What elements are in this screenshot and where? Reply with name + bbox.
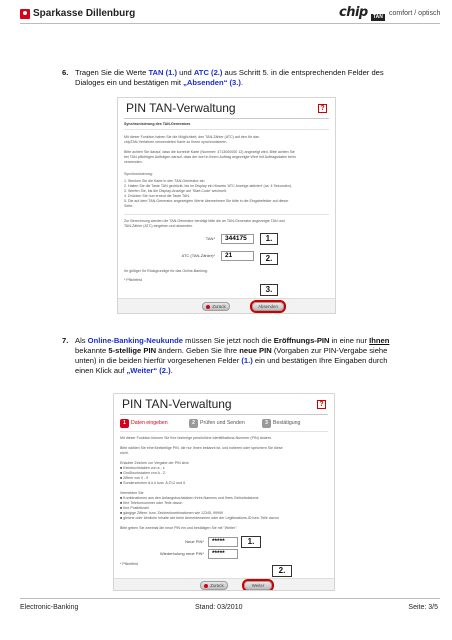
back-button[interactable] — [202, 302, 230, 311]
neukunde-ref: Online-Banking-Neukunde — [87, 336, 184, 345]
new-pin-input[interactable]: ***** — [208, 537, 238, 547]
step-text-part: Tragen Sie die Werte — [75, 68, 149, 77]
chip-tan-badge: TAN — [373, 14, 383, 20]
step-number: 7. — [62, 336, 69, 345]
intro-line: nicht. — [120, 451, 129, 455]
page-header — [20, 5, 440, 23]
step-text-part: und — [177, 68, 194, 77]
back-button[interactable] — [200, 581, 228, 590]
footer-page: Seite: 3/5 — [408, 604, 438, 611]
form-note: TAN-Zähler (ATC) eingeben und absenden. — [124, 224, 194, 228]
step-text — [75, 336, 389, 376]
atc-ref: ATC (2.) — [193, 68, 223, 77]
section-title: Synchronisierung des TAN-Generators — [124, 122, 191, 126]
callout-1: 1. — [241, 536, 261, 548]
step-text-part: Als — [75, 336, 88, 345]
step-text-part: bekannte — [75, 346, 109, 355]
wizard-step-label: Bestätigung — [273, 420, 301, 426]
step-text-part: unten) in die beiden hierfür vorgesehenen Felder — [75, 356, 242, 365]
intro-line: ■ gleiche oder ähnliche Inhalte wie beim Anmeldenamen oder der Legitimations-ID bzw. Teile davon — [120, 516, 279, 520]
back-button-label: Zurück — [212, 304, 226, 309]
footer-date: Stand: 03/2010 — [195, 604, 243, 611]
callout-1: 1. — [260, 233, 278, 245]
eroeffnungs-pin-ref: Eröffnungs-PIN — [273, 336, 330, 345]
step-text-part: Dialoges ein und bestätigen mit — [75, 78, 184, 87]
intro-line: ■ Kleinbuchstaben von a - z — [120, 466, 165, 470]
new-pin-ref: neue PIN — [239, 346, 272, 355]
wizard-step-number: 2 — [189, 419, 198, 428]
intro-line: ■ Sonderzeichen ä,ö,ü bzw. Ä,Ö,Ü und ß — [120, 481, 186, 485]
arrow-left-icon — [204, 584, 208, 588]
intro-line: chipTAN-Verfahren verwendeten Karte zu Ihnen synchronisieren. — [124, 140, 228, 144]
intro-line: Vermeiden Sie: — [120, 491, 145, 495]
atc-input[interactable]: 21 — [221, 251, 254, 261]
title-divider — [124, 118, 329, 119]
tan-input[interactable]: 344175 — [221, 234, 254, 244]
send-button[interactable] — [252, 302, 284, 311]
step-text-part: ein und bestätigen Ihre Eingaben durch — [252, 356, 388, 365]
required-note: * Pflichtfeld — [124, 278, 142, 282]
step-text-part: . — [240, 78, 244, 87]
intro-line: ■ Ziffern von 0 - 9 — [120, 476, 149, 480]
screenshot-title: PIN TAN-Verwaltung — [126, 101, 236, 115]
sync-step: 3. Werfen Sie, bis die Display-Anzeige auf 'Start-Code' wechselt. — [124, 189, 227, 193]
next-button-label: Weiter — [251, 583, 265, 588]
intro-line: ■ Großbuchstaben von A - Z — [120, 471, 166, 475]
screenshot-pin-change — [113, 393, 335, 591]
intro-line: bei TAN-pflichtigen Aufträgen darauf, dass der dort in Ihrem Auftrag angezeigte Wert mit Auftragsdaten beim — [124, 155, 296, 159]
callout-2: 2. — [272, 565, 292, 577]
title-divider — [120, 414, 328, 415]
wizard-step-label: Prüfen und Senden — [200, 420, 245, 426]
intro-line: Bitte achten Sie darauf, dass die korrekte Karte (Nummer: 4713000000 12) angezeigt wird. Bitte achten Sie — [124, 150, 295, 154]
header-slogan: comfort / optisch — [389, 10, 441, 17]
next-button[interactable] — [244, 581, 272, 590]
new-pin-label: Neue PIN* — [185, 539, 204, 544]
wizard-step-3 — [262, 419, 300, 428]
footer-left: Electronic-Banking — [20, 604, 79, 611]
intro-line: ■ Ihre Postleitzahl — [120, 506, 149, 510]
absenden-ref: „Absenden“ (3.) — [183, 78, 241, 87]
step-text-part: . — [170, 366, 173, 375]
step-text-part: ändern. Geben Sie Ihre — [156, 346, 240, 355]
wizard-step-number: 3 — [262, 419, 271, 428]
chip-logo: chip — [339, 5, 368, 20]
form-note: Zur Berechnung werden die TAN-Generator benötigt bitte die an TAN-Generator angezeigte TAN und — [124, 219, 285, 223]
wizard-divider — [120, 431, 328, 432]
callout-3: 3. — [260, 284, 278, 296]
step-text-part: aus Schritt 5. in die entsprechenden Felder des — [222, 68, 384, 77]
intro-line: Mit dieser Funktion können Sie Ihre bisherige persönliche Identifikations-Nummer (PIN) ändern. — [120, 436, 273, 440]
back-button-label: Zurück — [210, 583, 224, 588]
form-divider — [124, 214, 329, 215]
step-6-instruction — [62, 68, 442, 90]
send-button-label: Absenden — [258, 304, 278, 309]
step-text-part: (Vorgaben zur PIN-Vergabe siehe — [271, 346, 388, 355]
help-icon[interactable]: ? — [318, 104, 327, 113]
sync-step: 2. Halten Sie die Taste TAN gedrückt, bis im Display ein Hinweis 'ATC Anzeige aktiviert' (ca. 4 Sekunden). — [124, 184, 292, 188]
tan-ref: TAN (1.) — [148, 68, 177, 77]
sync-step: Seite. — [124, 204, 134, 208]
fields-ref: (1.) — [241, 356, 253, 365]
required-note: * Pflichtfeld — [120, 562, 138, 566]
step-text — [75, 68, 384, 88]
step-number: 6. — [62, 68, 69, 77]
sync-heading: Synchronisierung: — [124, 172, 153, 176]
header-divider — [20, 23, 440, 24]
wizard-step-1 — [120, 419, 168, 428]
step-text-part: in eine nur — [329, 336, 370, 345]
wizard-step-number: 1 — [120, 419, 129, 428]
intro-line: ■ Kombinationen aus den Anfangsbuchstaben Ihres Namens und Ihres Geburtsdatums — [120, 496, 259, 500]
screenshot-title: PIN TAN-Verwaltung — [122, 397, 232, 411]
step-text-part: müssen Sie jetzt noch die — [183, 336, 274, 345]
intro-line: Bitte geben Sie zweimal die neue PIN ein und bestätigen Sie mit "Weiter". — [120, 526, 238, 530]
wizard-step-label: Daten eingeben — [131, 420, 168, 426]
step-7-instruction — [62, 336, 442, 380]
step-text-part: einen Klick auf — [75, 366, 127, 375]
arrow-left-icon — [206, 305, 210, 309]
repeat-pin-input[interactable]: ***** — [208, 549, 238, 559]
wizard-step-2 — [189, 419, 245, 428]
intro-line: ■ gängige Ziffern- bzw. Zeichenkombinationen wie 12345, 99999 — [120, 511, 223, 515]
intro-line: ■ Ihre Telefonnummer oder Teile davon — [120, 501, 183, 505]
callout-2: 2. — [260, 253, 278, 265]
intro-line: Erlaubte Zeichen zur Vergabe der PIN sind: — [120, 461, 190, 465]
atc-field-label: ATC (TAN-Zähler)* — [181, 253, 215, 258]
sync-step: 1. Stecken Sie die Karte in den TAN-Generator ein. — [124, 179, 206, 183]
section-divider — [124, 129, 329, 130]
screenshot-sync-tan-generator — [117, 97, 336, 314]
weiter-ref: „Weiter“ (2.) — [126, 366, 171, 375]
sync-step: 5. Die auf dem TAN-Generator angezeigten Werte übernehmen Sie bitte in die Eingabefelder auf dieser — [124, 199, 289, 203]
intro-line: Bitte wählen Sie eine fünfstellige PIN, die nur Ihnen bekannt ist, und notieren oder speichern Sie diese — [120, 446, 283, 450]
five-digit-pin-ref: 5-stellige PIN — [108, 346, 157, 355]
repeat-pin-label: Wiederholung neue PIN* — [159, 551, 204, 556]
sync-step: 4. Drücken Sie nun erneut die Taste TAN. — [124, 194, 190, 198]
ihnen-ref: Ihnen — [369, 336, 390, 345]
intro-line: verwenden. — [124, 160, 143, 164]
tan-field-label: TAN* — [205, 236, 215, 241]
intro-line: Mit dieser Funktion haben Sie die Möglichkeit, den TAN-Zähler (ATC) auf den für das — [124, 135, 259, 139]
bank-name: Sparkasse Dillenburg — [33, 8, 136, 19]
sparkasse-logo-icon — [20, 9, 30, 19]
pin-note: Ihr gültiger Ihr Rückgrundige für das Online-Banking. — [124, 269, 208, 273]
footer-divider — [20, 598, 440, 599]
help-icon[interactable]: ? — [317, 400, 326, 409]
